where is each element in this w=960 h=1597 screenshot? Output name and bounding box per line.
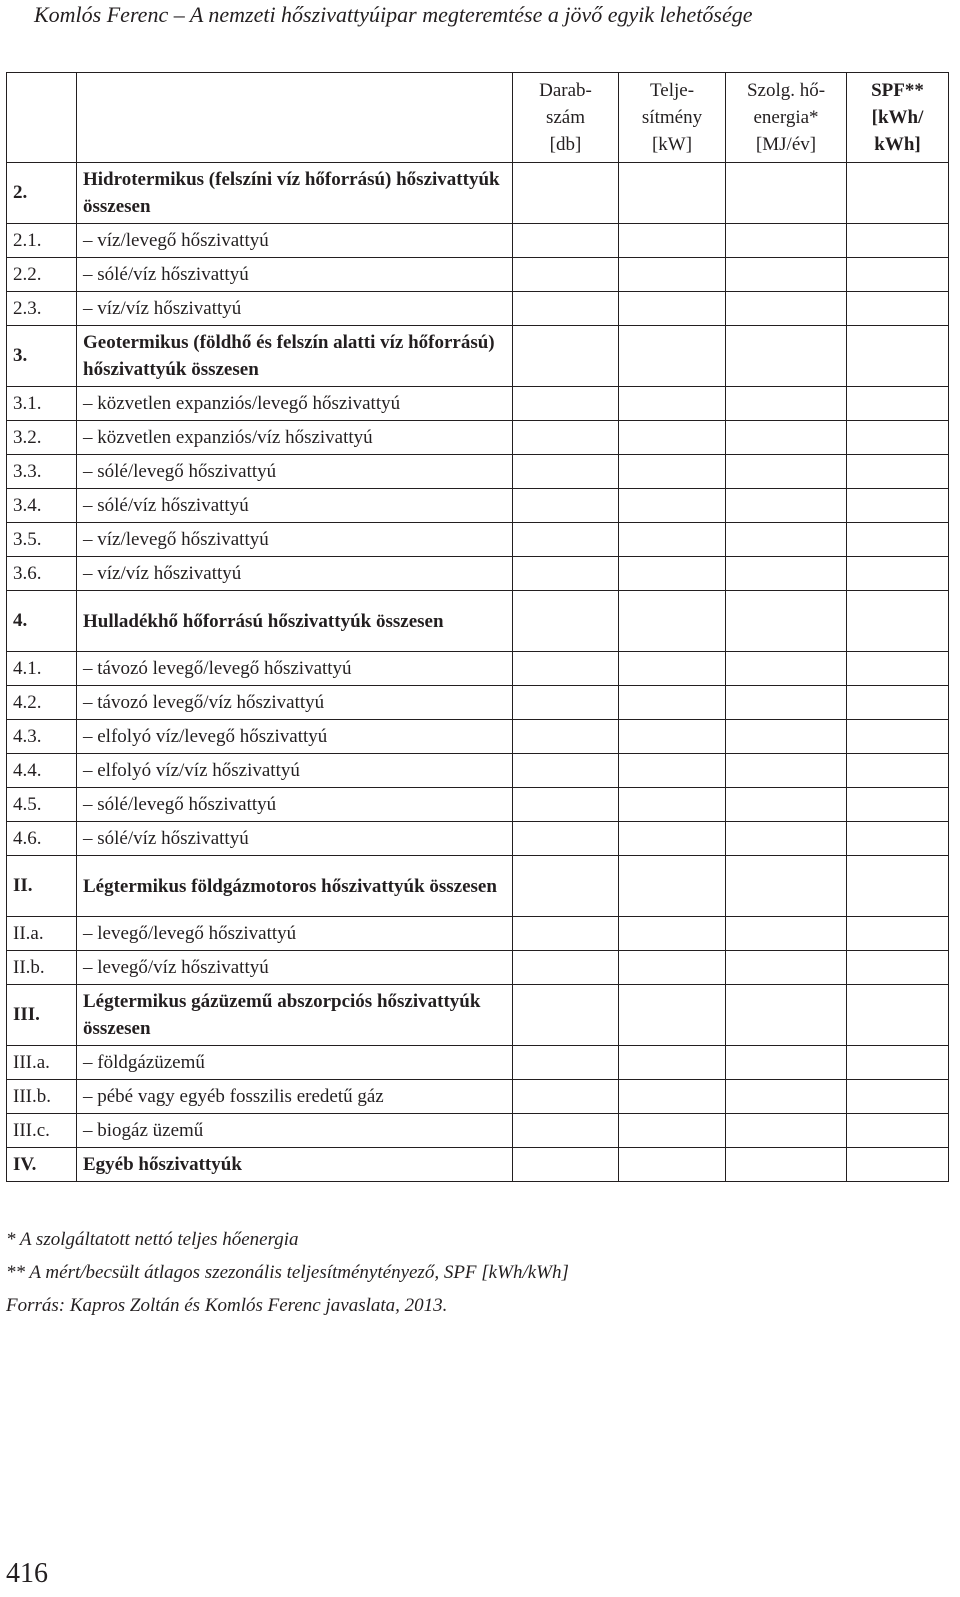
value-cell	[726, 557, 847, 591]
table-row	[7, 720, 949, 754]
value-cell	[726, 421, 847, 455]
value-cell	[619, 822, 726, 856]
value-cell	[619, 720, 726, 754]
row-number: 3.3.	[7, 455, 77, 489]
table-row	[7, 591, 949, 652]
table-body	[7, 163, 949, 1182]
header-empty-label	[77, 73, 513, 163]
value-cell	[847, 720, 949, 754]
value-cell	[619, 258, 726, 292]
value-cell	[619, 163, 726, 224]
value-cell	[847, 1148, 949, 1182]
value-cell	[726, 754, 847, 788]
column-header-line: energia*	[753, 107, 819, 128]
value-cell	[847, 1046, 949, 1080]
value-cell	[847, 591, 949, 652]
value-cell	[619, 387, 726, 421]
value-cell	[847, 258, 949, 292]
value-cell	[726, 1080, 847, 1114]
value-cell	[619, 557, 726, 591]
table-row	[7, 951, 949, 985]
row-label: – biogáz üzemű	[77, 1114, 513, 1148]
column-header-line: [kW]	[651, 134, 693, 155]
heat-pump-table	[6, 72, 949, 1182]
table-row	[7, 557, 949, 591]
value-cell	[847, 557, 949, 591]
value-cell	[513, 455, 619, 489]
row-number: 2.1.	[7, 224, 77, 258]
column-header-2	[726, 73, 847, 163]
value-cell	[726, 489, 847, 523]
column-header-line: SPF**	[871, 80, 924, 101]
row-label: Légtermikus földgázmotoros hőszivattyúk összesen	[77, 856, 513, 917]
row-number: III.c.	[7, 1114, 77, 1148]
value-cell	[726, 163, 847, 224]
table-row	[7, 1148, 949, 1182]
table-row	[7, 754, 949, 788]
value-cell	[619, 951, 726, 985]
value-cell	[847, 489, 949, 523]
value-cell	[619, 788, 726, 822]
column-header-line: Szolg. hő-	[746, 80, 826, 101]
table-row	[7, 292, 949, 326]
row-label: – távozó levegő/víz hőszivattyú	[77, 686, 513, 720]
table-row	[7, 1046, 949, 1080]
footnote-source: Forrás: Kapros Zoltán és Komlós Ferenc javaslata, 2013.	[6, 1295, 448, 1316]
value-cell	[513, 489, 619, 523]
row-label: – levegő/víz hőszivattyú	[77, 951, 513, 985]
column-header-0	[513, 73, 619, 163]
table-row	[7, 489, 949, 523]
row-label: – levegő/levegő hőszivattyú	[77, 917, 513, 951]
value-cell	[513, 917, 619, 951]
value-cell	[847, 856, 949, 917]
row-label: – víz/víz hőszivattyú	[77, 557, 513, 591]
table-row	[7, 455, 949, 489]
value-cell	[513, 523, 619, 557]
value-cell	[726, 985, 847, 1046]
value-cell	[619, 652, 726, 686]
value-cell	[847, 1080, 949, 1114]
row-number: II.	[7, 856, 77, 917]
column-header-line: Darab-	[539, 80, 592, 101]
row-number: 2.	[7, 163, 77, 224]
column-header-line: szám	[545, 107, 586, 128]
table-row	[7, 387, 949, 421]
column-header-1	[619, 73, 726, 163]
value-cell	[619, 686, 726, 720]
column-header-line: sítmény	[641, 107, 703, 128]
value-cell	[619, 1114, 726, 1148]
value-cell	[847, 985, 949, 1046]
column-header-line: [MJ/év]	[755, 134, 817, 155]
table-row	[7, 421, 949, 455]
value-cell	[726, 455, 847, 489]
row-label: – közvetlen expanziós/víz hőszivattyú	[77, 421, 513, 455]
value-cell	[726, 224, 847, 258]
value-cell	[513, 652, 619, 686]
value-cell	[726, 652, 847, 686]
table-row	[7, 788, 949, 822]
value-cell	[513, 856, 619, 917]
table-row	[7, 1080, 949, 1114]
value-cell	[619, 985, 726, 1046]
value-cell	[513, 557, 619, 591]
value-cell	[513, 292, 619, 326]
value-cell	[847, 326, 949, 387]
column-header-line: kWh]	[874, 134, 921, 155]
row-number: 4.4.	[7, 754, 77, 788]
value-cell	[619, 292, 726, 326]
row-number: III.a.	[7, 1046, 77, 1080]
value-cell	[847, 951, 949, 985]
row-label: – sólé/levegő hőszivattyú	[77, 455, 513, 489]
value-cell	[847, 387, 949, 421]
value-cell	[513, 686, 619, 720]
value-cell	[726, 292, 847, 326]
row-label: Egyéb hőszivattyúk	[77, 1148, 513, 1182]
row-number: 3.4.	[7, 489, 77, 523]
value-cell	[513, 1080, 619, 1114]
value-cell	[847, 224, 949, 258]
row-label: Geotermikus (földhő és felszín alatti víz hőforrású) hőszivattyúk összesen	[77, 326, 513, 387]
footnote-spf: ** A mért/becsült átlagos szezonális teljesítménytényező, SPF [kWh/kWh]	[6, 1262, 569, 1283]
table-row	[7, 917, 949, 951]
row-number: 3.1.	[7, 387, 77, 421]
header-empty-num	[7, 73, 77, 163]
column-header-line: Telje-	[649, 80, 695, 101]
row-label: – víz/levegő hőszivattyú	[77, 224, 513, 258]
column-header-3	[847, 73, 949, 163]
row-label: – víz/levegő hőszivattyú	[77, 523, 513, 557]
value-cell	[513, 788, 619, 822]
row-number: 4.1.	[7, 652, 77, 686]
value-cell	[619, 224, 726, 258]
value-cell	[847, 455, 949, 489]
value-cell	[847, 754, 949, 788]
row-number: 4.	[7, 591, 77, 652]
row-number: 3.2.	[7, 421, 77, 455]
value-cell	[726, 856, 847, 917]
value-cell	[619, 455, 726, 489]
value-cell	[513, 1114, 619, 1148]
row-number: II.a.	[7, 917, 77, 951]
row-number: 4.3.	[7, 720, 77, 754]
footnote-serviced-energy: * A szolgáltatott nettó teljes hőenergia	[6, 1229, 299, 1250]
value-cell	[619, 591, 726, 652]
page-number: 416	[6, 1558, 48, 1589]
row-label: – távozó levegő/levegő hőszivattyú	[77, 652, 513, 686]
value-cell	[513, 754, 619, 788]
row-label: Hidrotermikus (felszíni víz hőforrású) hőszivattyúk összesen	[77, 163, 513, 224]
row-label: – elfolyó víz/víz hőszivattyú	[77, 754, 513, 788]
row-label: – sólé/víz hőszivattyú	[77, 489, 513, 523]
value-cell	[513, 224, 619, 258]
table-row	[7, 1114, 949, 1148]
row-number: 2.2.	[7, 258, 77, 292]
value-cell	[726, 917, 847, 951]
row-label: – pébé vagy egyéb fosszilis eredetű gáz	[77, 1080, 513, 1114]
row-label: – víz/víz hőszivattyú	[77, 292, 513, 326]
value-cell	[513, 951, 619, 985]
row-number: III.	[7, 985, 77, 1046]
row-number: 4.6.	[7, 822, 77, 856]
value-cell	[513, 421, 619, 455]
value-cell	[847, 421, 949, 455]
value-cell	[726, 1148, 847, 1182]
value-cell	[513, 1148, 619, 1182]
table-row	[7, 523, 949, 557]
row-label: – sólé/víz hőszivattyú	[77, 822, 513, 856]
row-number: III.b.	[7, 1080, 77, 1114]
value-cell	[726, 822, 847, 856]
value-cell	[619, 754, 726, 788]
value-cell	[847, 788, 949, 822]
value-cell	[513, 985, 619, 1046]
value-cell	[619, 856, 726, 917]
value-cell	[513, 163, 619, 224]
value-cell	[619, 1046, 726, 1080]
row-number: 4.5.	[7, 788, 77, 822]
table-row	[7, 258, 949, 292]
row-label: – közvetlen expanziós/levegő hőszivattyú	[77, 387, 513, 421]
table-row	[7, 652, 949, 686]
value-cell	[619, 523, 726, 557]
value-cell	[513, 1046, 619, 1080]
value-cell	[619, 1080, 726, 1114]
value-cell	[726, 720, 847, 754]
value-cell	[513, 326, 619, 387]
table-row	[7, 326, 949, 387]
row-label: – sólé/víz hőszivattyú	[77, 258, 513, 292]
row-number: 3.5.	[7, 523, 77, 557]
row-label: Hulladékhő hőforrású hőszivattyúk összesen	[77, 591, 513, 652]
table-row	[7, 856, 949, 917]
column-header-line: [kWh/	[871, 107, 924, 128]
row-number: II.b.	[7, 951, 77, 985]
value-cell	[847, 822, 949, 856]
value-cell	[847, 292, 949, 326]
value-cell	[726, 523, 847, 557]
value-cell	[847, 1114, 949, 1148]
row-number: IV.	[7, 1148, 77, 1182]
value-cell	[619, 421, 726, 455]
value-cell	[726, 1046, 847, 1080]
value-cell	[513, 720, 619, 754]
value-cell	[513, 591, 619, 652]
table-row	[7, 686, 949, 720]
table-row	[7, 822, 949, 856]
value-cell	[619, 1148, 726, 1182]
row-label: – földgázüzemű	[77, 1046, 513, 1080]
value-cell	[726, 951, 847, 985]
table-row	[7, 224, 949, 258]
running-header: Komlós Ferenc – A nemzeti hőszivattyúipar megteremtése a jövő egyik lehetősége	[34, 2, 753, 27]
row-label: – elfolyó víz/levegő hőszivattyú	[77, 720, 513, 754]
row-label: – sólé/levegő hőszivattyú	[77, 788, 513, 822]
value-cell	[513, 387, 619, 421]
value-cell	[619, 917, 726, 951]
column-header-line: [db]	[549, 134, 582, 155]
row-number: 2.3.	[7, 292, 77, 326]
value-cell	[726, 1114, 847, 1148]
value-cell	[726, 387, 847, 421]
value-cell	[619, 326, 726, 387]
value-cell	[619, 489, 726, 523]
value-cell	[726, 686, 847, 720]
value-cell	[513, 258, 619, 292]
row-number: 3.6.	[7, 557, 77, 591]
value-cell	[726, 788, 847, 822]
table-row	[7, 163, 949, 224]
value-cell	[847, 686, 949, 720]
value-cell	[847, 652, 949, 686]
value-cell	[513, 822, 619, 856]
row-number: 3.	[7, 326, 77, 387]
value-cell	[726, 258, 847, 292]
footnotes	[6, 1223, 569, 1322]
value-cell	[847, 163, 949, 224]
row-label: Légtermikus gázüzemű abszorpciós hőszivattyúk összesen	[77, 985, 513, 1046]
value-cell	[726, 591, 847, 652]
value-cell	[847, 523, 949, 557]
row-number: 4.2.	[7, 686, 77, 720]
value-cell	[847, 917, 949, 951]
table-row	[7, 985, 949, 1046]
table-header-row	[7, 73, 949, 163]
value-cell	[726, 326, 847, 387]
